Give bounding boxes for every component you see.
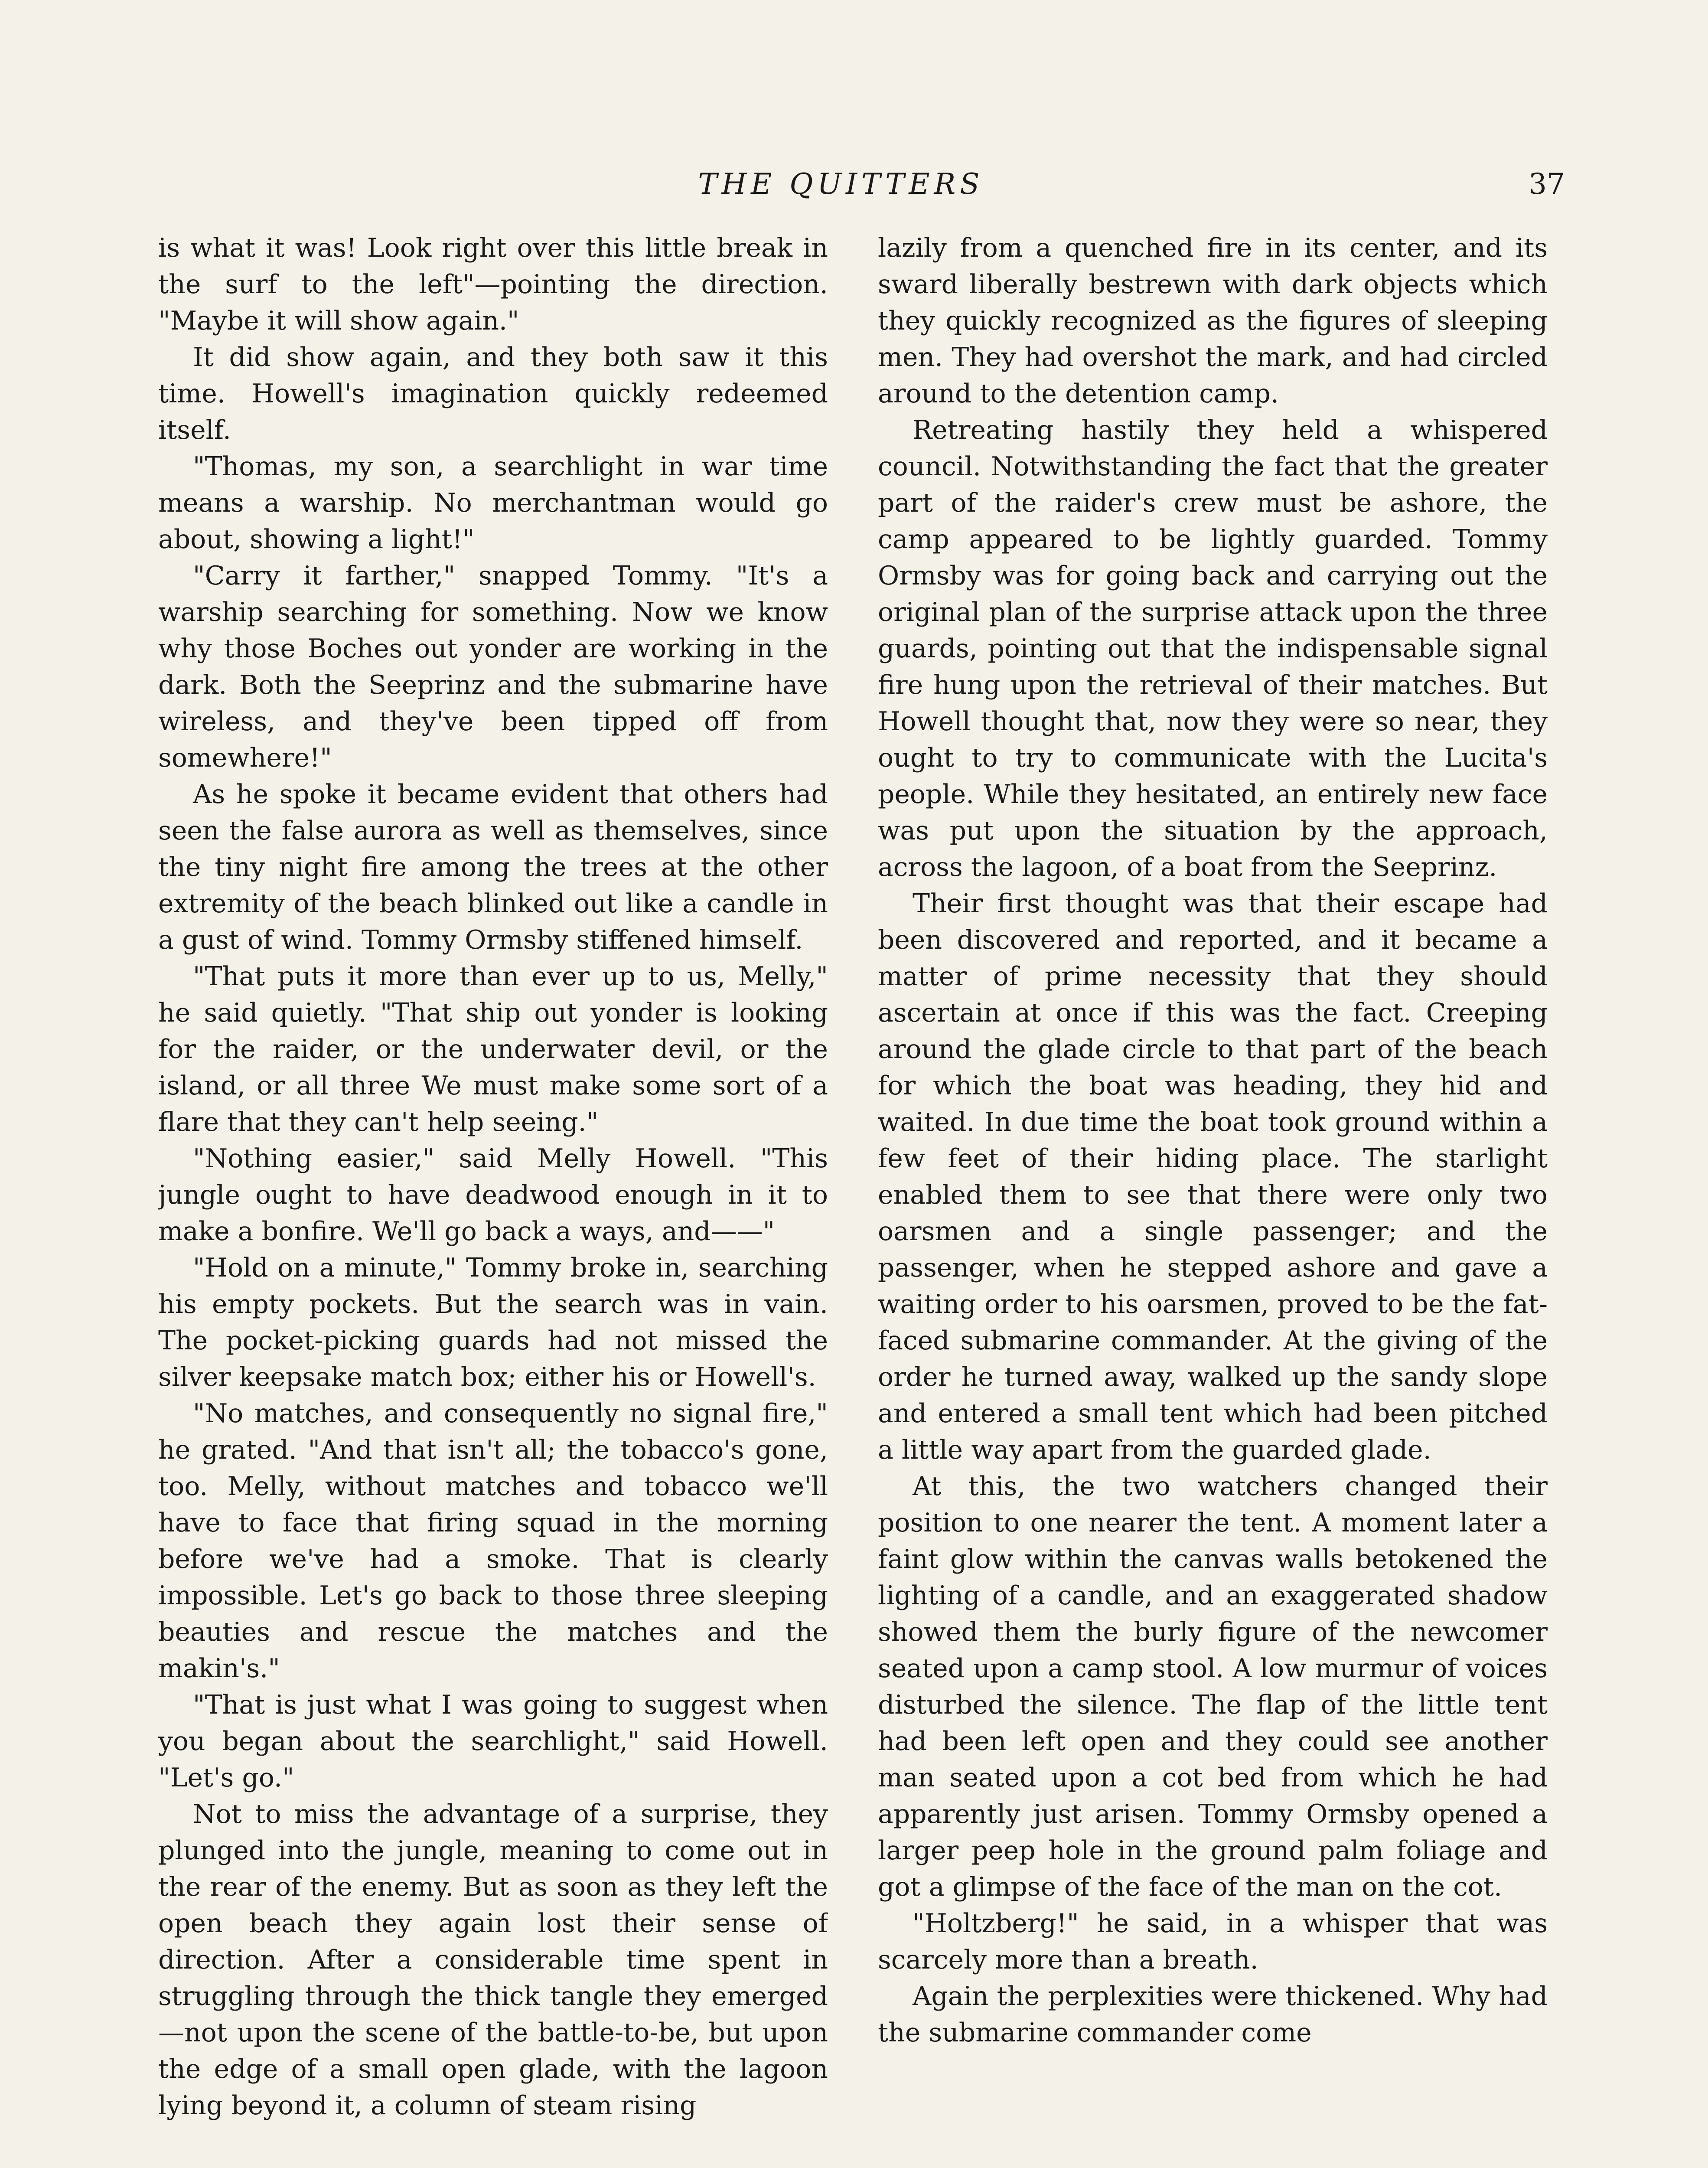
paragraph: Retreating hastily they held a whispered council. Notwithstanding the fact that the greater part of the raider's crew must be ashore, the camp appeared to be lightly guarded. Tommy Ormsby was for going back and carrying out the original plan of the surprise attack upon the three guards, pointing out that the indispensable signal fire hung upon the retrieval of their matches. But Howell thought that, now they were so near, they ought to try to communicate with the Lucita's people. While they hesitated, an entirely new face was put upon the situation by the approach, across the lagoon, of a boat from the Seeprinz. [878,415,1548,882]
paragraph: "Hold on a minute," Tommy broke in, searching his empty pockets. But the search was in vain. The pocket-picking guards had not missed the silver keepsake match box; either his or Howell's. [158,1253,828,1392]
paragraph: "That puts it more than ever up to us, Melly," he said quietly. "That ship out yonder is looking for the raider, or the underwater devil, or the island, or all three We must make some sort of a flare that they can't help seeing." [158,961,828,1137]
paragraph: lazily from a quenched fire in its center, and its sward liberally bestrewn with dark objects which they quickly recognized as the figures of sleeping men. They had overshot the mark, and had circled around to the detention camp. [878,233,1548,409]
paragraph: It did show again, and they both saw it this time. Howell's imagination quickly redeemed itself. [158,342,828,445]
running-title: THE QUITTERS [698,167,984,201]
paragraph: At this, the two watchers changed their position to one nearer the tent. A moment later a faint glow within the canvas walls betokened the lighting of a candle, and an exaggerated shadow showed them the burly figure of the newcomer seated upon a camp stool. A low murmur of voices disturbed the silence. The flap of the little tent had been left open and they could see another man seated upon a cot bed from which he had apparently just arisen. Tommy Ormsby opened a larger peep hole in the ground palm foliage and got a glimpse of the face of the man on the cot. [878,1471,1548,1902]
paragraph: "No matches, and consequently no signal fire," he grated. "And that isn't all; the tobacco's gone, too. Melly, without matches and tobacco we'll have to face that firing squad in the morning before we've had a smoke. That is clearly impossible. Let's go back to those three sleeping beauties and rescue the matches and the makin's." [158,1398,828,1684]
paragraph: is what it was! Look right over this little break in the surf to the left"—pointing the direction. "Maybe it will show again." [158,233,828,336]
paragraph: Again the perplexities were thickened. Why had the submarine commander come [878,1981,1548,2048]
left-column [158,230,828,2168]
paragraph: "Carry it farther," snapped Tommy. "It's a warship searching for something. Now we know why those Boches out yonder are working in the dark. Both the Seeprinz and the submarine have wireless, and they've been tipped off from somewhere!" [158,561,828,773]
paragraph: "Holtzberg!" he said, in a whisper that was scarcely more than a breath. [878,1908,1548,1975]
paragraph: "Thomas, my son, a searchlight in war time means a warship. No merchantman would go about, showing a light!" [158,451,828,555]
right-column [878,230,1548,2168]
paragraph: Their first thought was that their escape had been discovered and reported, and it became a matter of prime necessity that they should ascertain at once if this was the fact. Creeping around the glade circle to that part of the beach for which the boat was heading, they hid and waited. In due time the boat took ground within a few feet of their hiding place. The starlight enabled them to see that there were only two oarsmen and a single passenger; and the passenger, when he stepped ashore and gave a waiting order to his oarsmen, proved to be the fat-faced submarine commander. At the giving of the order he turned away, walked up the sandy slope and entered a small tent which had been pitched a little way apart from the guarded glade. [878,888,1548,1465]
paragraph: "That is just what I was going to suggest when you began about the searchlight," said Howell. "Let's go." [158,1690,828,1793]
page-number: 37 [1529,167,1565,201]
paragraph: As he spoke it became evident that others had seen the false aurora as well as themselves, since the tiny night fire among the trees at the other extremity of the beach blinked out like a candle in a gust of wind. Tommy Ormsby stiffened himself. [158,779,828,955]
paragraph: "Nothing easier," said Melly Howell. "This jungle ought to have deadwood enough in it to make a bonfire. We'll go back a ways, and——" [158,1143,828,1247]
paragraph: Not to miss the advantage of a surprise, they plunged into the jungle, meaning to come out in the rear of the enemy. But as soon as they left the open beach they again lost their sense of direction. After a considerable time spent in struggling through the thick tangle they emerged—not upon the scene of the battle-to-be, but upon the edge of a small open glade, with the lagoon lying beyond it, a column of steam rising [158,1799,828,2121]
